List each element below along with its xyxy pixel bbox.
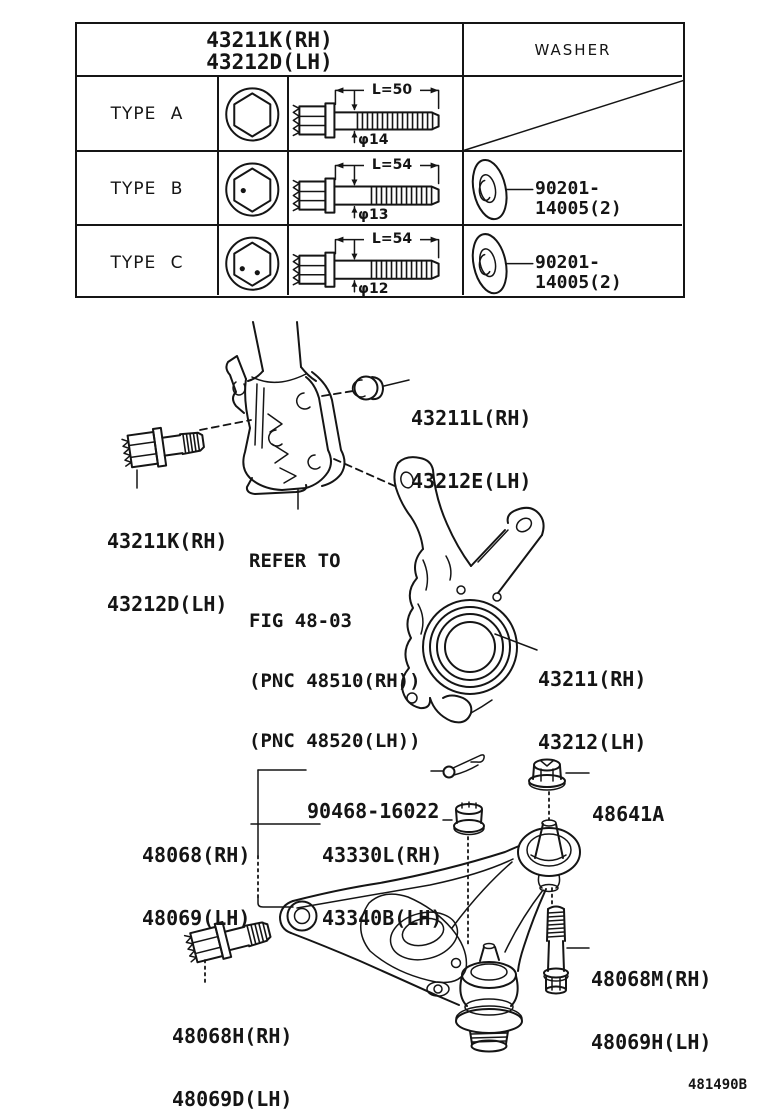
strut-nut-label — [411, 366, 531, 534]
table-header-washer: WASHER — [534, 40, 612, 59]
strut-nut-drawing — [353, 377, 409, 400]
part-number: 43330L(RH) — [322, 843, 443, 867]
bolt-diameter-dim: φ14 — [358, 132, 389, 148]
bolt-diameter-dim: φ13 — [358, 207, 389, 223]
bolt-length-dim: L=50 — [364, 82, 420, 98]
castle-nut-icon — [454, 802, 484, 945]
part-number: 43212E(LH) — [411, 469, 532, 493]
part-number: 48069D(LH) — [172, 1087, 293, 1111]
arm-nut-label — [592, 762, 664, 867]
part-number: 48068M(RH) — [591, 967, 712, 991]
part-number: 43340B(LH) — [322, 906, 443, 930]
part-number: 90468-16022 — [307, 799, 440, 823]
bolt-length-dim: L=54 — [364, 157, 420, 173]
part-number: 43211L(RH) — [411, 406, 532, 430]
arm-rear-bolt-drawing — [544, 888, 568, 994]
part-number: 48069(LH) — [142, 906, 251, 930]
pinch-bolt-drawing — [121, 422, 206, 471]
part-number: 48068(RH) — [142, 843, 251, 867]
part-number: 43211(RH) — [538, 667, 647, 691]
ball-joint-label — [322, 803, 442, 971]
cotter-pin-icon — [444, 755, 485, 778]
note-line: FIG 48-03 — [249, 610, 352, 632]
arm-label — [142, 803, 250, 971]
bolt-length-dim: L=54 — [364, 231, 420, 247]
refer-note — [249, 511, 421, 791]
figure-code: 481490B — [688, 1077, 748, 1093]
part-number: 48641A — [592, 802, 665, 826]
note-line: (PNC 48510(RH)) — [249, 670, 421, 692]
part-number: 48069H(LH) — [591, 1030, 712, 1054]
part-number: 43212(LH) — [538, 730, 647, 754]
part-number-line: 43211K(RH) — [206, 28, 333, 52]
washer-part-number: 90201-14005(2) — [535, 252, 622, 293]
arm-front-bolt-label — [172, 984, 292, 1112]
row-type-b-label: TYPE B — [110, 179, 184, 199]
note-line: (PNC 48520(LH)) — [249, 730, 421, 752]
part-number: 43211K(RH) — [107, 529, 228, 553]
part-number-line: 43212D(LH) — [206, 50, 333, 74]
strut-bolt-label — [107, 489, 227, 657]
bolt-diameter-dim: φ12 — [358, 281, 389, 297]
part-number: 48068H(RH) — [172, 1024, 293, 1048]
strut-bracket-drawing — [226, 322, 344, 494]
washer-part-number: 90201-14005(2) — [535, 178, 622, 219]
row-type-a-label: TYPE A — [110, 104, 184, 124]
arm-rear-bolt-label — [591, 927, 711, 1095]
part-number: 43212D(LH) — [107, 592, 228, 616]
row-type-c-label: TYPE C — [110, 253, 184, 273]
note-line: REFER TO — [249, 550, 341, 572]
